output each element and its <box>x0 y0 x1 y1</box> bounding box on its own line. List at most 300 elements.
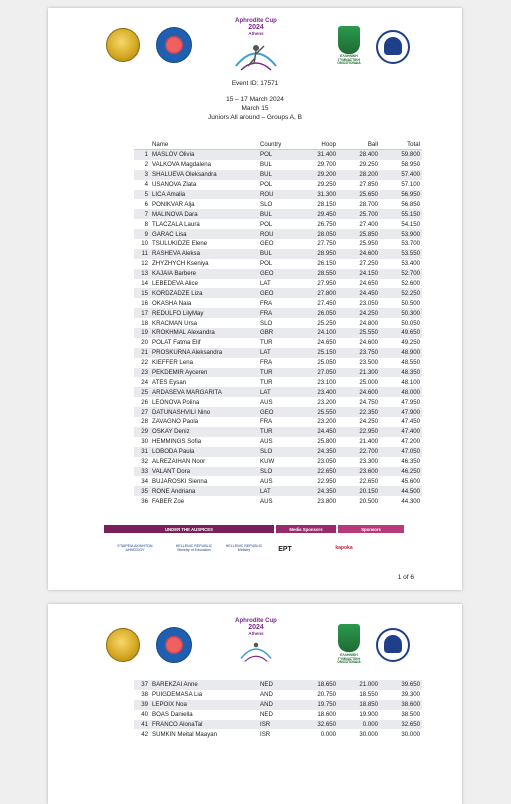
rank-cell: 16 <box>141 299 148 307</box>
helmet-logo <box>376 628 410 662</box>
athlete-name-cell: LEPOIX Noa <box>150 700 258 710</box>
rank-cell: 28 <box>141 418 148 426</box>
country-cell: AND <box>258 700 296 710</box>
ball-score-cell: 25.700 <box>338 209 380 219</box>
country-cell: TUR <box>258 368 296 378</box>
table-row <box>134 318 422 328</box>
total-header: Total <box>380 139 422 150</box>
table-row <box>134 150 422 160</box>
athlete-name-cell: GARAC Lisa <box>150 229 258 239</box>
country-cell: POL <box>260 181 273 189</box>
total-score-cell: 44.300 <box>401 497 420 505</box>
rank-cell: 35 <box>134 486 150 496</box>
auspice-logo-3: HELLENIC REPUBLIC Ministry <box>225 544 263 553</box>
rank-cell: 41 <box>134 720 150 730</box>
country-cell: FRA <box>260 299 273 307</box>
total-score-cell: 57.400 <box>380 170 422 180</box>
table-row <box>134 407 422 417</box>
athlete-name-cell: LOBODA Paula <box>150 447 258 457</box>
athlete-name-cell: LICA Amalia <box>150 190 258 200</box>
total-score-cell: 53.900 <box>380 229 422 239</box>
rank-cell: 9 <box>134 229 150 239</box>
country-cell: GBR <box>258 328 296 338</box>
athlete-name-cell: BOAS Daniella <box>152 711 193 719</box>
ball-score-cell: 24.450 <box>338 288 380 298</box>
hoop-score-cell: 25.550 <box>296 407 338 417</box>
hoop-score-cell: 27.950 <box>317 280 336 288</box>
ball-score-cell: 25.000 <box>359 378 378 386</box>
ball-score-cell: 27.850 <box>359 181 378 189</box>
results-table <box>134 139 422 506</box>
rank-cell: 40 <box>141 711 148 719</box>
rank-cell: 30 <box>141 438 148 446</box>
total-score-cell: 46.250 <box>380 467 422 477</box>
table-row <box>134 476 422 486</box>
results-table-continued <box>134 680 422 739</box>
ball-score-cell: 18.550 <box>359 691 378 699</box>
table-row <box>134 680 422 690</box>
hoop-score-cell: 27.800 <box>296 288 338 298</box>
total-score-cell: 50.500 <box>401 299 420 307</box>
table-row <box>134 298 422 308</box>
cup-year: 2024 <box>248 624 264 631</box>
total-score-cell: 47.200 <box>401 438 420 446</box>
rank-cell: 2 <box>144 161 148 169</box>
gymnast-icon <box>226 36 286 76</box>
table-row <box>134 190 422 200</box>
rank-cell: 31 <box>134 447 150 457</box>
athlete-name-cell: TLACZALA Laura <box>152 220 200 228</box>
hoop-score-cell: 29.200 <box>296 170 338 180</box>
rank-cell: 23 <box>134 368 150 378</box>
total-score-cell: 39.650 <box>380 680 422 690</box>
country-cell: ROU <box>258 190 296 200</box>
table-row <box>134 690 422 700</box>
cup-city: Athens <box>248 31 264 36</box>
athlete-name-cell: ZHYZHYCH Kseniya <box>152 260 209 268</box>
table-row <box>134 269 422 279</box>
hoop-score-cell: 20.750 <box>317 691 336 699</box>
table-row <box>134 377 422 387</box>
athlete-name-cell: MALINOVA Dara <box>150 209 258 219</box>
hoop-score-cell: 29.700 <box>317 161 336 169</box>
country-cell: SLO <box>260 319 273 327</box>
table-row <box>134 199 422 209</box>
athlete-name-cell: SUMKIN Meital Maayan <box>152 730 218 738</box>
rank-cell: 5 <box>134 190 150 200</box>
hellenic-federation-shield-logo <box>338 26 360 54</box>
rank-cell: 37 <box>134 680 150 690</box>
total-score-cell: 47.400 <box>380 427 422 437</box>
rank-cell: 29 <box>134 427 150 437</box>
table-row <box>134 279 422 289</box>
athlete-name-cell: PONIKVAR Alja <box>152 200 195 208</box>
athlete-name-cell: SHALUEVA Oleksandra <box>150 170 258 180</box>
table-row <box>134 387 422 397</box>
ball-score-cell: 30.000 <box>359 730 378 738</box>
country-cell: BUL <box>258 249 296 259</box>
gold-emblem-logo <box>106 628 140 662</box>
hoop-score-cell: 26.750 <box>317 220 336 228</box>
athlete-name-cell: DATUNASHVILI Nino <box>150 407 258 417</box>
table-row <box>134 457 422 467</box>
ball-score-cell: 20.500 <box>359 497 378 505</box>
hoop-score-cell: 25.050 <box>317 359 336 367</box>
hoop-score-cell: 31.400 <box>296 150 338 160</box>
ball-score-cell: 20.150 <box>338 486 380 496</box>
country-cell: BUL <box>260 161 272 169</box>
table-row <box>134 447 422 457</box>
rank-cell: 33 <box>134 467 150 477</box>
total-score-cell: 39.300 <box>401 691 420 699</box>
ball-score-cell: 24.250 <box>359 418 378 426</box>
total-score-cell: 48.100 <box>401 378 420 386</box>
rank-cell: 42 <box>141 730 148 738</box>
athlete-name-cell: RONE Andriana <box>150 486 258 496</box>
hoop-score-cell: 29.450 <box>296 209 338 219</box>
country-cell: LAT <box>258 387 296 397</box>
ball-score-cell: 23.600 <box>338 467 380 477</box>
federation-logo <box>156 27 192 63</box>
country-cell: NED <box>258 680 296 690</box>
total-score-cell: 47.950 <box>401 398 420 406</box>
table-row <box>134 710 422 720</box>
country-cell: POL <box>258 150 296 160</box>
hoop-score-cell: 28.550 <box>296 269 338 279</box>
hoop-score-cell: 26.150 <box>317 260 336 268</box>
rank-cell: 22 <box>141 359 148 367</box>
cup-logo <box>226 18 286 78</box>
total-score-cell: 53.550 <box>380 249 422 259</box>
hoop-score-cell: 0.000 <box>320 730 336 738</box>
country-cell: LAT <box>258 348 296 358</box>
rank-cell: 36 <box>141 497 148 505</box>
ball-score-cell: 21.000 <box>338 680 380 690</box>
total-score-cell: 52.600 <box>401 280 420 288</box>
ball-score-cell: 22.650 <box>359 477 378 485</box>
ball-score-cell: 24.600 <box>338 387 380 397</box>
athlete-name-cell: BAREKZAI Anne <box>150 680 258 690</box>
rank-cell: 8 <box>144 220 148 228</box>
total-score-cell: 58.950 <box>401 161 420 169</box>
rank-cell: 1 <box>134 150 150 160</box>
table-row <box>134 180 422 190</box>
ball-score-cell: 21.400 <box>359 438 378 446</box>
table-row <box>134 308 422 318</box>
athlete-name-cell: PROSKURNA Aleksandra <box>150 348 258 358</box>
ball-score-cell: 0.000 <box>338 720 380 730</box>
hoop-score-cell: 23.100 <box>317 378 336 386</box>
total-score-cell: 47.450 <box>401 418 420 426</box>
hoop-score-cell: 25.150 <box>296 348 338 358</box>
country-cell: KUW <box>260 458 275 466</box>
ball-score-cell: 27.250 <box>359 260 378 268</box>
rank-cell: 32 <box>141 458 148 466</box>
country-cell: SLO <box>260 200 273 208</box>
rank-cell: 12 <box>141 260 148 268</box>
rank-cell: 26 <box>141 398 148 406</box>
table-row <box>134 358 422 368</box>
hoop-score-cell: 22.650 <box>296 467 338 477</box>
total-score-cell: 57.100 <box>401 181 420 189</box>
athlete-name-cell: ARDASEVA MARGARITA <box>150 387 258 397</box>
country-cell: ROU <box>258 229 296 239</box>
rank-header <box>134 139 150 150</box>
ball-score-cell: 22.350 <box>338 407 380 417</box>
country-cell: TUR <box>260 378 273 386</box>
athlete-name-cell: POLAT Fatma Elif <box>152 339 201 347</box>
country-cell: POL <box>260 260 273 268</box>
ball-score-cell: 28.400 <box>338 150 380 160</box>
table-row <box>134 437 422 447</box>
table-row <box>134 700 422 710</box>
athlete-name-cell: USANOVA Zlata <box>152 181 197 189</box>
athlete-name-cell: HEMMINGS Sofia <box>152 438 202 446</box>
hoop-score-cell: 23.800 <box>317 497 336 505</box>
table-row <box>134 729 422 739</box>
total-score-cell: 47.900 <box>380 407 422 417</box>
rank-cell: 13 <box>134 269 150 279</box>
athlete-name-cell: OSKAY Deniz <box>150 427 258 437</box>
country-cell: FRA <box>258 308 296 318</box>
table-row <box>134 338 422 348</box>
hoop-score-cell: 24.650 <box>317 339 336 347</box>
ball-score-cell: 23.300 <box>359 458 378 466</box>
total-score-cell: 53.400 <box>401 260 420 268</box>
page-number: 1 of 6 <box>397 574 414 581</box>
ball-score-cell: 24.650 <box>359 280 378 288</box>
hoop-score-cell: 24.100 <box>296 328 338 338</box>
table-row <box>134 239 422 249</box>
hoop-score-cell: 23.200 <box>317 398 336 406</box>
rank-cell: 11 <box>134 249 150 259</box>
cup-city: Athens <box>248 631 264 636</box>
table-row <box>134 219 422 229</box>
table-row <box>134 417 422 427</box>
table-row <box>134 328 422 338</box>
total-score-cell: 44.500 <box>380 486 422 496</box>
sponsor-banner <box>104 525 404 533</box>
table-row <box>134 348 422 358</box>
table-row <box>134 467 422 477</box>
country-cell: FRA <box>260 418 273 426</box>
auspice-logo-2: HELLENIC REPUBLIC Ministry of Education <box>175 544 213 553</box>
hoop-score-cell: 27.450 <box>317 299 336 307</box>
rank-cell: 15 <box>134 288 150 298</box>
table-row <box>134 720 422 730</box>
cup-logo <box>226 618 286 668</box>
total-score-cell: 52.250 <box>380 288 422 298</box>
athlete-name-cell: TSULUKIDZE Elene <box>152 240 208 248</box>
ball-score-cell: 23.500 <box>359 359 378 367</box>
federation-name: ΕΛΛΗΝΙΚΗ ΓΥΜΝΑΣΤΙΚΗ ΟΜΟΣΠΟΝΔΙΑ <box>337 653 361 665</box>
total-score-cell: 48.000 <box>380 387 422 397</box>
rank-cell: 7 <box>134 209 150 219</box>
ball-score-cell: 24.600 <box>359 339 378 347</box>
athlete-name-cell: KRACMAN Ursa <box>152 319 198 327</box>
country-cell: AUS <box>260 398 273 406</box>
hoop-score-cell: 27.050 <box>296 368 338 378</box>
table-row <box>134 427 422 437</box>
athlete-name-cell: KORDZADZE Liza <box>150 288 258 298</box>
table-header-row <box>134 139 422 150</box>
hoop-score-cell: 23.400 <box>296 387 338 397</box>
athlete-name-cell: MASLOV Olivia <box>150 150 258 160</box>
hoop-score-cell: 32.650 <box>296 720 338 730</box>
table-row <box>134 259 422 269</box>
athlete-name-cell: ALREZAIHAN Noor <box>152 458 206 466</box>
rank-cell: 3 <box>134 170 150 180</box>
hoop-score-cell: 24.350 <box>296 447 338 457</box>
rank-cell: 38 <box>141 691 148 699</box>
document-page-2 <box>48 604 462 804</box>
hoop-score-cell: 23.200 <box>317 418 336 426</box>
country-cell: AUS <box>260 497 273 505</box>
ball-score-cell: 22.950 <box>338 427 380 437</box>
country-cell: GEO <box>258 269 296 279</box>
athlete-name-cell: FRANCO AlonaTal <box>150 720 258 730</box>
ball-score-cell: 25.950 <box>359 240 378 248</box>
country-cell: BUL <box>258 209 296 219</box>
ball-score-cell: 19.900 <box>359 711 378 719</box>
athlete-name-cell: KAJAIA Barbere <box>150 269 258 279</box>
sponsors-label: Sponsors <box>338 525 404 533</box>
total-score-cell: 49.250 <box>401 339 420 347</box>
hellenic-federation-shield-logo <box>338 624 360 652</box>
ball-score-cell: 23.050 <box>359 299 378 307</box>
table-row <box>134 496 422 506</box>
auspices-label: UNDER THE AUSPICES <box>104 525 274 533</box>
rank-cell: 18 <box>141 319 148 327</box>
total-score-cell: 54.150 <box>401 220 420 228</box>
athlete-name-cell: RASHEVA Aleksa <box>150 249 258 259</box>
country-cell: FRA <box>260 359 273 367</box>
ball-score-cell: 21.300 <box>338 368 380 378</box>
sponsor-logo: kapoka <box>335 545 353 551</box>
name-header: Name <box>150 139 258 150</box>
federation-name: ΕΛΛΗΝΙΚΗ ΓΥΜΝΑΣΤΙΚΗ ΟΜΟΣΠΟΝΔΙΑ <box>337 54 361 66</box>
rank-cell: 20 <box>141 339 148 347</box>
country-cell: AND <box>260 691 273 699</box>
cup-name: Aphrodite Cup <box>235 18 277 24</box>
ball-score-cell: 24.800 <box>359 319 378 327</box>
table-row <box>134 249 422 259</box>
athlete-name-cell: ZAVAGNO Paola <box>152 418 199 426</box>
total-score-cell: 47.050 <box>380 447 422 457</box>
country-cell: ISR <box>260 730 271 738</box>
total-score-cell: 56.950 <box>380 190 422 200</box>
cup-name: Aphrodite Cup <box>235 618 277 624</box>
athlete-name-cell: VALANT Dora <box>150 467 258 477</box>
document-page-1 <box>48 8 462 590</box>
total-score-cell: 48.550 <box>401 359 420 367</box>
athlete-name-cell: LEONOVA Polina <box>152 398 200 406</box>
athlete-name-cell: BUJAROSKI Sienna <box>152 477 208 485</box>
country-cell: AUS <box>260 438 273 446</box>
country-cell: TUR <box>258 427 296 437</box>
total-score-cell: 50.050 <box>401 319 420 327</box>
rank-cell: 21 <box>134 348 150 358</box>
hoop-score-cell: 28.050 <box>296 229 338 239</box>
ball-score-cell: 28.200 <box>338 170 380 180</box>
table-row <box>134 209 422 219</box>
rank-cell: 19 <box>134 328 150 338</box>
cup-year: 2024 <box>248 24 264 31</box>
hoop-score-cell: 28.950 <box>296 249 338 259</box>
rank-cell: 10 <box>141 240 148 248</box>
hoop-score-cell: 29.250 <box>317 181 336 189</box>
total-score-cell: 53.700 <box>401 240 420 248</box>
athlete-name-cell: KIEFFER Lena <box>152 359 193 367</box>
event-day: March 15 <box>241 105 269 112</box>
hoop-score-cell: 18.600 <box>317 711 336 719</box>
total-score-cell: 48.900 <box>380 348 422 358</box>
ball-score-cell: 25.850 <box>338 229 380 239</box>
table-row <box>134 368 422 378</box>
media-sponsor-logo: EPT <box>278 546 292 553</box>
country-cell: GEO <box>258 288 296 298</box>
ball-score-cell: 24.750 <box>359 398 378 406</box>
country-cell: ISR <box>258 720 296 730</box>
federation-logo <box>156 627 192 663</box>
hoop-score-cell: 31.300 <box>296 190 338 200</box>
hoop-header: Hoop <box>296 139 338 150</box>
table-row <box>134 486 422 496</box>
country-header: Country <box>258 139 296 150</box>
country-cell: TUR <box>260 339 273 347</box>
ball-header: Ball <box>338 139 380 150</box>
rank-cell: 27 <box>134 407 150 417</box>
country-cell: SLO <box>258 467 296 477</box>
total-score-cell: 32.650 <box>380 720 422 730</box>
athlete-name-cell: PEKDEMIR Ayceren <box>150 368 258 378</box>
total-score-cell: 49.650 <box>380 328 422 338</box>
ball-score-cell: 24.250 <box>338 308 380 318</box>
country-cell: NED <box>260 711 273 719</box>
country-cell: GEO <box>258 407 296 417</box>
hoop-score-cell: 25.250 <box>317 319 336 327</box>
total-score-cell: 52.700 <box>380 269 422 279</box>
total-score-cell: 48.350 <box>380 368 422 378</box>
athlete-name-cell: ATES Eysan <box>152 378 187 386</box>
ball-score-cell: 24.150 <box>338 269 380 279</box>
total-score-cell: 59.800 <box>380 150 422 160</box>
table-row <box>134 397 422 407</box>
ball-score-cell: 24.600 <box>338 249 380 259</box>
rank-cell: 25 <box>134 387 150 397</box>
country-cell: POL <box>260 220 273 228</box>
table-row <box>134 170 422 180</box>
total-score-cell: 30.000 <box>401 730 420 738</box>
auspice-logo-1: ΕΤΑΙΡΕΙΑ ΑΚΙΝΗΤΩΝ ΔΗΜΟΣΙΟΥ <box>117 544 153 553</box>
media-sponsors-label: Media Sponsors <box>276 525 336 533</box>
ball-score-cell: 18.850 <box>338 700 380 710</box>
table-row <box>134 229 422 239</box>
ball-score-cell: 27.400 <box>359 220 378 228</box>
total-score-cell: 38.600 <box>380 700 422 710</box>
total-score-cell: 38.500 <box>401 711 420 719</box>
hoop-score-cell: 24.450 <box>296 427 338 437</box>
total-score-cell: 45.600 <box>401 477 420 485</box>
hoop-score-cell: 24.350 <box>296 486 338 496</box>
hoop-score-cell: 19.750 <box>296 700 338 710</box>
ball-score-cell: 25.550 <box>338 328 380 338</box>
country-cell: AUS <box>260 477 273 485</box>
hoop-score-cell: 23.050 <box>317 458 336 466</box>
event-category: Juniors All around – Groups A, B <box>208 114 302 121</box>
country-cell: LAT <box>260 280 271 288</box>
athlete-name-cell: KROKHMAL Alexandra <box>150 328 258 338</box>
